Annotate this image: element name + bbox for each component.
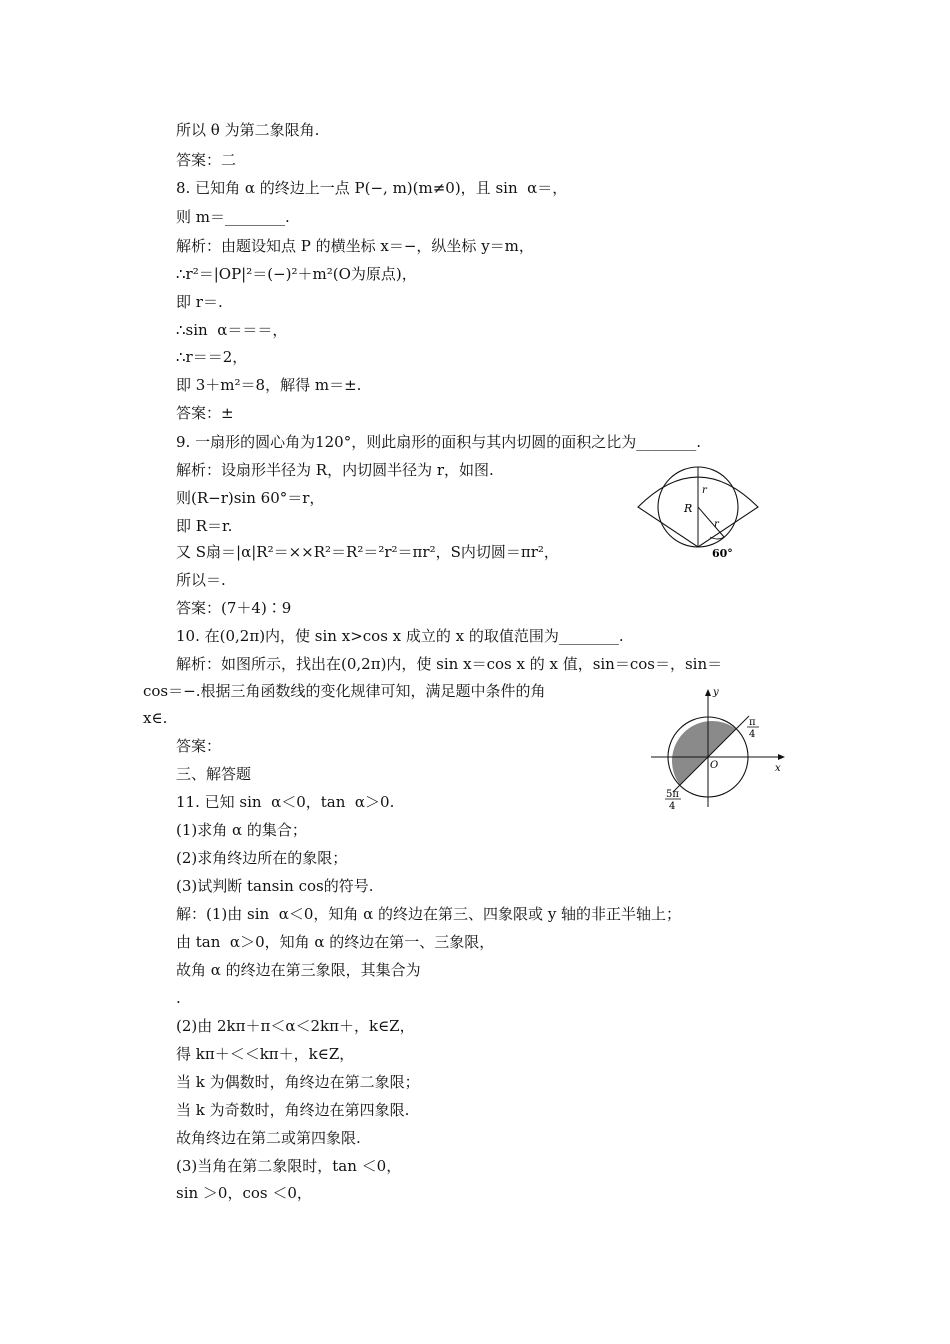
text-line: 答案：(7＋4)∶9 — [176, 599, 292, 617]
text-line: 故角 α 的终边在第三象限，其集合为 — [176, 961, 421, 979]
text-line: 解析：由题设知点 P 的横坐标 x＝−，纵坐标 y＝m， — [176, 237, 534, 255]
text-line: 解析：如图所示，找出在(0,2π)内，使 sin x＝cos x 的 x 值，sin＝cos＝，sin＝ — [176, 655, 723, 673]
sector-figure — [628, 465, 788, 570]
text-line: . — [176, 989, 181, 1007]
label-y: y — [713, 687, 719, 698]
text-line: 当 k 为偶数时，角终边在第二象限； — [176, 1073, 420, 1091]
label-r-slant: r — [714, 519, 719, 530]
label-60deg: 60° — [712, 547, 733, 560]
label-5pi-denominator: 4 — [669, 801, 676, 812]
text-line: (2)求角终边所在的象限； — [176, 849, 348, 867]
text-line: (2)由 2kπ＋π＜α＜2kπ＋，k∈Z， — [176, 1017, 415, 1035]
text-line: 则(R−r)sin 60°＝r， — [176, 489, 325, 507]
text-line: 解析：设扇形半径为 R，内切圆半径为 r，如图. — [176, 461, 494, 479]
text-line: 所以＝. — [176, 571, 226, 589]
text-line: 10. 在(0,2π)内，使 sin x>cos x 成立的 x 的取值范围为________. — [176, 627, 624, 645]
text-line: (1)求角 α 的集合； — [176, 821, 307, 839]
text-line: 当 k 为奇数时，角终边在第四象限. — [176, 1101, 410, 1119]
text-line: ∴r＝＝2， — [176, 348, 248, 366]
text-line: 故角终边在第二或第四象限. — [176, 1129, 361, 1147]
text-line: 答案：二 — [176, 151, 237, 169]
label-r-top: r — [702, 485, 707, 496]
text-line: 答案： — [176, 737, 222, 755]
text-line: (3)当角在第二象限时，tan ＜0， — [176, 1157, 402, 1175]
text-line: cos＝−.根据三角函数线的变化规律可知，满足题中条件的角 — [143, 682, 546, 700]
label-5pi-numerator: 5π — [666, 789, 679, 800]
text-line: 即 R＝r. — [176, 517, 233, 535]
text-line: 又 S扇＝|α|R²＝××R²＝R²＝²r²＝πr²，S内切圆＝πr²， — [176, 543, 559, 561]
text-line: 8. 已知角 α 的终边上一点 P(−, m)(m≠0)，且 sin α＝， — [176, 179, 568, 197]
text-line: 得 kπ＋＜＜kπ＋，k∈Z， — [176, 1045, 355, 1063]
label-R: R — [684, 502, 693, 515]
text-line: (3)试判断 tansin cos的符号. — [176, 877, 374, 895]
text-line: 即 3＋m²＝8，解得 m＝±. — [176, 376, 362, 394]
text-line: ∴r²＝|OP|²＝(−)²＋m²(O为原点)， — [176, 265, 417, 283]
text-line: 解：(1)由 sin α＜0，知角 α 的终边在第三、四象限或 y 轴的非正半轴上； — [176, 905, 682, 923]
text-line: 9. 一扇形的圆心角为120°，则此扇形的面积与其内切圆的面积之比为________. — [176, 433, 701, 451]
text-line: 由 tan α＞0，知角 α 的终边在第一、三象限， — [176, 933, 495, 951]
label-x: x — [775, 763, 781, 774]
text-line: x∈. — [143, 709, 168, 727]
text-line: 11. 已知 sin α＜0，tan α＞0. — [176, 793, 395, 811]
unit-circle-figure — [645, 683, 790, 813]
label-pi-numerator: π — [749, 717, 756, 728]
text-line: 即 r＝. — [176, 293, 223, 311]
text-line: sin ＞0，cos ＜0， — [176, 1184, 312, 1202]
text-line: 所以 θ 为第二象限角. — [176, 121, 320, 139]
text-line: 答案：± — [176, 404, 234, 422]
text-line: ∴sin α＝＝＝， — [176, 321, 288, 339]
text-line: 则 m＝________. — [176, 208, 290, 226]
section-heading: 三、解答题 — [176, 765, 252, 783]
label-O: O — [710, 760, 719, 771]
label-pi-denominator: 4 — [749, 729, 756, 740]
